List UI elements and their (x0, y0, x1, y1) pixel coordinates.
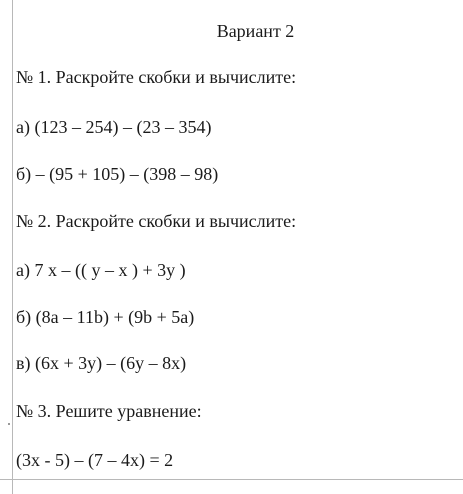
bottom-border-line (0, 479, 463, 480)
margin-dot (8, 423, 10, 425)
task2-item-b: б) (8а – 11b) + (9b + 5а) (16, 307, 195, 327)
task2-item-c: в) (6х + 3у) – (6у – 8х) (16, 353, 187, 373)
task3-heading: № 3. Решите уравнение: (16, 401, 202, 421)
task1-item-a: а) (123 – 254) – (23 – 354) (16, 117, 212, 137)
task1-heading: № 1. Раскройте скобки и вычислите: (16, 67, 297, 87)
variant-title: Вариант 2 (216, 21, 295, 41)
task2-item-a: а) 7 х – (( у – х ) + 3у ) (16, 260, 186, 280)
task2-heading: № 2. Раскройте скобки и вычислите: (16, 211, 297, 231)
task3-equation: (3х - 5) – (7 – 4х) = 2 (16, 450, 174, 470)
task1-item-b: б) – (95 + 105) – (398 – 98) (16, 164, 219, 184)
left-border-line (12, 0, 13, 494)
